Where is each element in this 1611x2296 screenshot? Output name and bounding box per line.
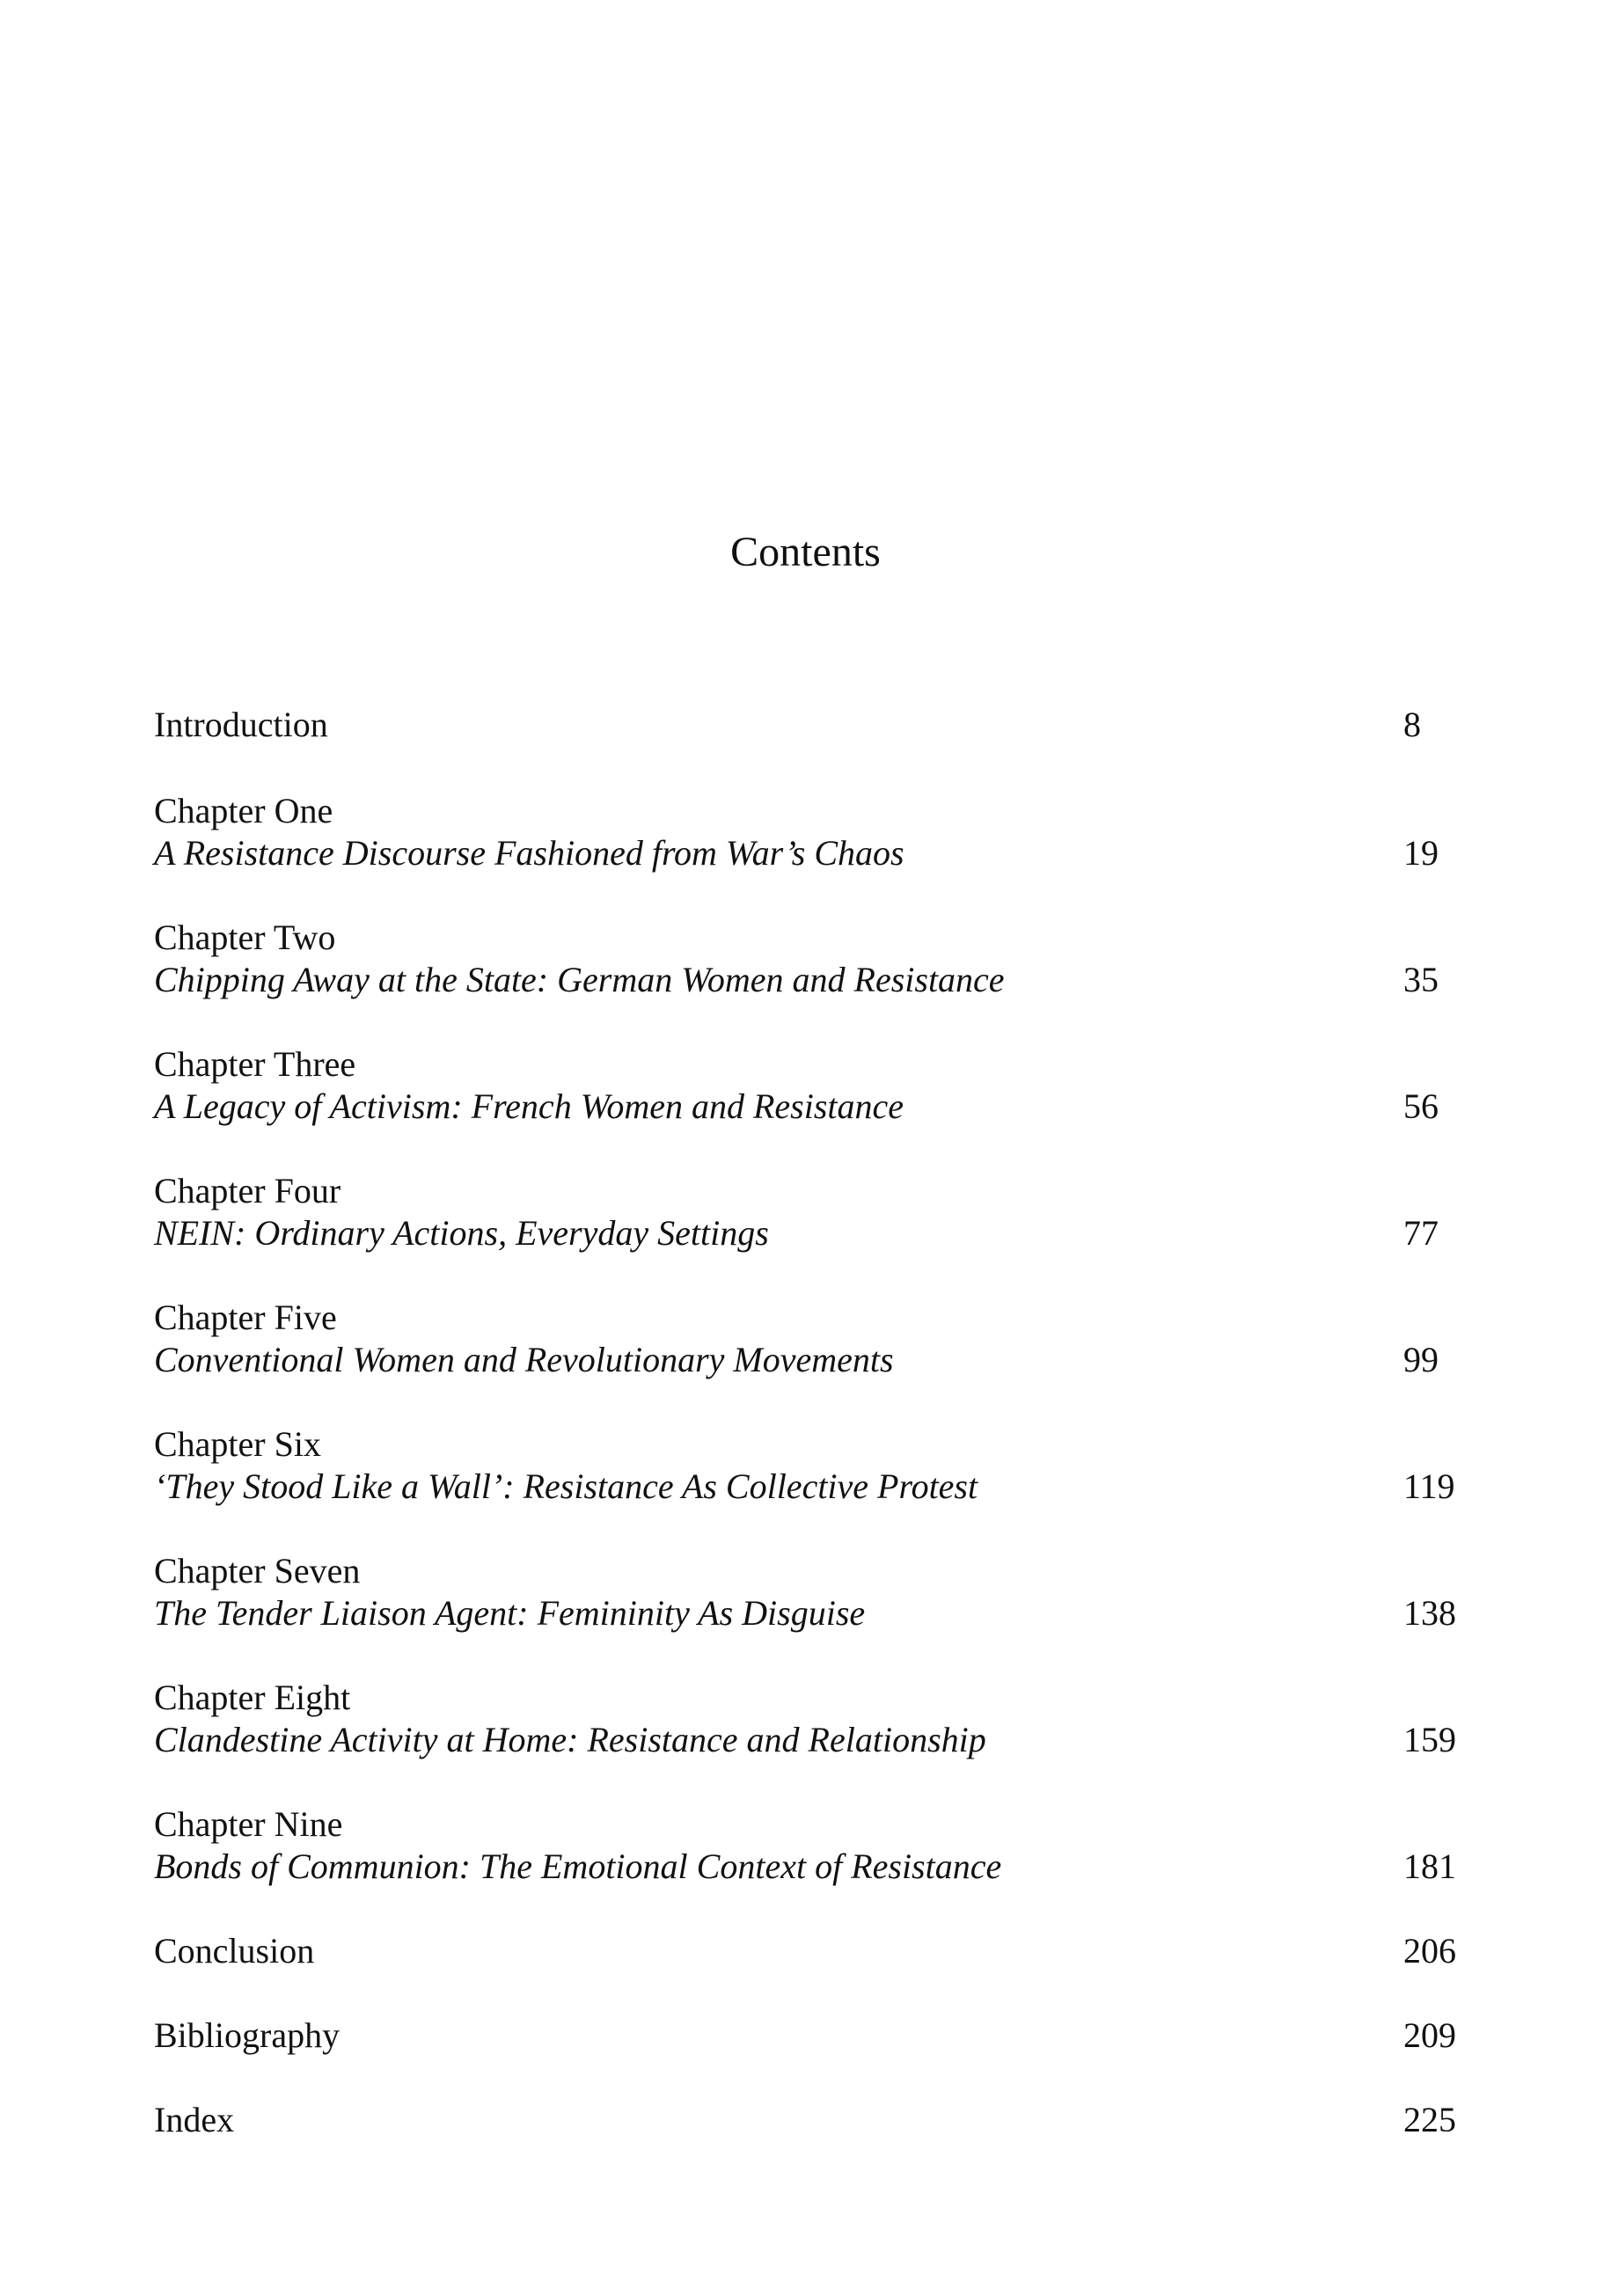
- toc-entry-page: 159: [1403, 1720, 1456, 1759]
- toc-entry-subtitle: A Legacy of Activism: French Women and Resistance: [154, 1086, 904, 1126]
- toc-entry-page: 206: [1403, 1931, 1456, 1971]
- toc-entry-subtitle: NEIN: Ordinary Actions, Everyday Settings: [154, 1213, 769, 1253]
- toc-entry-label: Chapter One: [154, 791, 333, 830]
- toc-entry-subtitle: Conventional Women and Revolutionary Movements: [154, 1340, 894, 1379]
- toc-entry-page: 35: [1403, 960, 1439, 999]
- toc-entry-subtitle: Bonds of Communion: The Emotional Context of Resistance: [154, 1846, 1002, 1886]
- toc-entry-label: Introduction: [154, 705, 328, 744]
- toc-entry-label: Chapter Nine: [154, 1804, 343, 1844]
- toc-entry-subtitle: The Tender Liaison Agent: Femininity As Disguise: [154, 1593, 866, 1633]
- toc-entry-label: Chapter Six: [154, 1424, 321, 1464]
- toc-entry-subtitle: Clandestine Activity at Home: Resistance and Relationship: [154, 1720, 986, 1759]
- toc-entry-label: Chapter Four: [154, 1171, 341, 1210]
- toc-entry-page: 181: [1403, 1846, 1456, 1886]
- toc-entry-label: Chapter Two: [154, 918, 336, 957]
- toc-entry-page: 56: [1403, 1086, 1439, 1126]
- toc-entry-page: 99: [1403, 1340, 1439, 1379]
- toc-entry-label: Chapter Eight: [154, 1678, 351, 1717]
- toc-entry-subtitle: Chipping Away at the State: German Women and Resistance: [154, 960, 1005, 999]
- toc-entry-label: Index: [154, 2100, 235, 2139]
- toc-entry-label: Chapter Seven: [154, 1551, 361, 1590]
- toc-entry-subtitle: A Resistance Discourse Fashioned from War’s Chaos: [154, 833, 904, 873]
- toc-entry-page: 77: [1403, 1213, 1439, 1253]
- toc-entry-page: 8: [1403, 705, 1421, 744]
- toc-entry-page: 19: [1403, 833, 1439, 873]
- toc-entry-page: 119: [1403, 1466, 1455, 1506]
- toc-entry-page: 138: [1403, 1593, 1456, 1633]
- toc-entry-page: 225: [1403, 2100, 1456, 2139]
- toc-entry-page: 209: [1403, 2015, 1456, 2055]
- toc-entry-label: Bibliography: [154, 2015, 341, 2055]
- toc-entry-label: Chapter Five: [154, 1298, 337, 1337]
- toc-entry-subtitle: ‘They Stood Like a Wall’: Resistance As Collective Protest: [154, 1466, 978, 1506]
- toc-entry-label: Conclusion: [154, 1931, 315, 1971]
- page-title: Contents: [730, 529, 881, 575]
- toc-entry-label: Chapter Three: [154, 1044, 356, 1084]
